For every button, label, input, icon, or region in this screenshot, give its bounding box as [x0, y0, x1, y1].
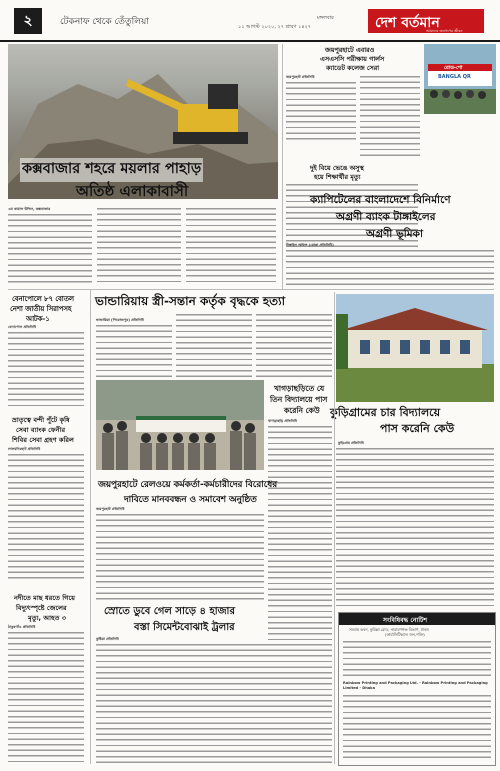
masthead-tagline: আমাদের জনগণের জীবন — [426, 29, 463, 33]
column-separator — [282, 44, 283, 289]
bhandaria-text-col-3 — [256, 312, 332, 378]
bhandaria-text-col-2 — [176, 312, 252, 378]
bhandaria-text-col-1 — [96, 323, 172, 378]
trawler-text — [96, 642, 332, 764]
bank-headline-2: অগ্রণী ব্যাংক টাঙ্গাইলের — [336, 211, 436, 223]
drowning-headline-1: দুই বিয়ে ভেঙে অসুস্থ — [310, 164, 364, 172]
kharagpur-headline-1: খাগড়াছড়িতে যে — [274, 384, 325, 393]
kharagpur-headline-3: করেনি কেউ — [284, 406, 320, 415]
coxsbazar-headline-2: অতিষ্ঠ এলাকাবাসী — [76, 182, 189, 200]
human-chain-photo — [96, 380, 264, 470]
river-headline-2: বিদ্যুৎস্পৃষ্টে জেলের — [16, 604, 67, 612]
masthead-logo-text: দেশ বর্তমান — [375, 15, 440, 31]
bank-headline-1: ক্যাপিটেলের বাংলাদেশে বিনির্মাণে — [310, 194, 451, 206]
jaipurhat-ssc-headline-3: ক্যাডেট কলেজ সেরা — [326, 64, 380, 72]
column-separator — [334, 292, 335, 764]
burimari-byline: লালমনিরহাট প্রতিনিধি — [8, 447, 41, 451]
benapole-headline-2: নেশা জাতীয় সিরাপসহ — [10, 305, 72, 313]
burimari-text — [8, 452, 84, 580]
benapole-headline-1: বেনাপোলে ৮৭ বোতল — [12, 295, 74, 303]
bhandaria-headline: ভান্ডারিয়ায় স্ত্রী-সন্তান কর্তৃক বৃদ্ধকে হত্যা — [95, 294, 286, 308]
kurigram-byline: কুড়িগ্রাম প্রতিনিধি — [338, 441, 364, 445]
jaipurhat-ssc-text-col-1 — [286, 80, 356, 142]
burimari-headline-2: সেবা ব্যাংক ফেনীর — [16, 426, 66, 434]
coxsbazar-headline-1: কক্সবাজার শহরে ময়লার পাহাড় — [20, 158, 203, 182]
bank-headline-3: অগ্রণী ভূমিকা — [366, 228, 424, 240]
railway-headline-1: জয়পুরহাটে রেলওয়ে কর্মকর্তা-কর্মচারীদের বিরোধের — [98, 480, 278, 490]
bank-text — [286, 248, 494, 288]
notice-title: সংবিধিবদ্ধ নোটিশ — [383, 617, 428, 624]
column-separator — [90, 290, 91, 764]
coxsbazar-text-col-2 — [97, 206, 181, 286]
railway-text — [96, 512, 264, 600]
coxsbazar-byline: এম কামাল উদ্দিন, কক্সবাজার — [8, 207, 51, 211]
jaipurhat-ssc-text-col-2 — [360, 74, 420, 156]
notice-english-text: Rainbow Printing and Packaging Ltd. - Rainbow Printing and Packaging Limited - Dhaka — [343, 681, 488, 690]
page-header — [0, 0, 500, 42]
burimari-headline-1: ভ্রাতৃত্বে বন্দী পুঁটে কৃষি — [12, 416, 70, 424]
notice-subtitle-2: (ফার্মাসিটিক্যাল জন-শক্তি) — [385, 632, 425, 637]
coxsbazar-text-col-3 — [186, 206, 276, 286]
river-headline-3: মৃত্যু, আহত ৩ — [28, 614, 67, 622]
kharagpur-headline-2: তিন বিদ্যালয়ে পাস — [270, 395, 328, 404]
river-headline-1: নদীতে মাছ ধরতে গিয়ে — [14, 594, 76, 602]
trawler-headline-2: বস্তা সিমেন্টবোঝাই ট্রলার — [134, 622, 235, 633]
jaipurhat-ssc-byline: জয়পুরহাট প্রতিনিধি — [286, 75, 315, 79]
bank-byline: টাঙ্গাইল অফিস (মোকা প্রতিনিধি) — [286, 243, 334, 247]
jaipurhat-ssc-headline-1: জয়পুরহাটে এবারও — [325, 46, 375, 54]
railway-headline-2: দাবিতে মানববন্ধন ও সমাবেশ অনুষ্ঠিত — [124, 495, 257, 505]
burimari-headline-3: শিবির সেবা গ্রহণ করিল — [12, 436, 74, 444]
roadshow-banner-subtext: BANGLA QR — [438, 74, 471, 80]
river-byline: ঠাকুরগাঁও প্রতিনিধি — [8, 625, 36, 629]
jaipurhat-ssc-headline-2: এসএসসি পরীক্ষায় গার্লস — [320, 55, 385, 63]
row-separator — [8, 289, 494, 290]
drowning-headline-2: হয়ে শিক্ষার্থীর মৃত্যু — [314, 173, 361, 181]
kurigram-headline-2: পাস করেনি কেউ — [380, 422, 455, 435]
coxsbazar-text-col-1 — [8, 212, 92, 286]
notice-subtitle-1: সমবায় ভবন, কুমিল্লা রোড, নারায়ণগঞ্জ বিভাগ, ঢাকা। — [349, 627, 430, 632]
notice-text-2 — [343, 693, 491, 761]
kharagpur-text — [268, 424, 332, 664]
trawler-byline: কুষ্টিয়া প্রতিনিধি — [96, 637, 119, 641]
railway-byline: জয়পুরহাট প্রতিনিধি — [96, 507, 125, 511]
issue-day: মঙ্গলবার — [317, 15, 334, 21]
benapole-byline: বেনাপোল প্রতিনিধি — [8, 325, 37, 329]
roadshow-banner-text: রোড-শো — [444, 65, 463, 71]
kharagpur-byline: খাগড়াছড়ি প্রতিনিধি — [268, 419, 298, 423]
section-title: টেকনাফ থেকে তেঁতুলিয়া — [60, 17, 149, 27]
river-text — [8, 630, 84, 764]
kurigram-headline-1: কুড়িগ্রামের চার বিদ্যালয়ে — [330, 406, 441, 419]
benapole-text — [8, 330, 84, 410]
page-number: ২ — [14, 8, 42, 34]
trawler-headline-1: স্রোতে ডুবে গেল সাড়ে ৪ হাজার — [104, 606, 235, 617]
benapole-headline-3: আটক-১ — [26, 315, 50, 323]
statutory-notice — [338, 612, 496, 766]
issue-date: ১১ আগস্ট ২০২০, ২৭ শ্রাবণ ১৪২৭ — [238, 24, 312, 30]
roadshow-photo — [424, 44, 496, 114]
kurigram-text — [336, 446, 494, 606]
bhandaria-byline: ভান্ডারিয়া (পিরোজপুর) প্রতিনিধি — [96, 318, 144, 322]
notice-text-1 — [343, 639, 491, 679]
school-photo — [336, 294, 494, 402]
